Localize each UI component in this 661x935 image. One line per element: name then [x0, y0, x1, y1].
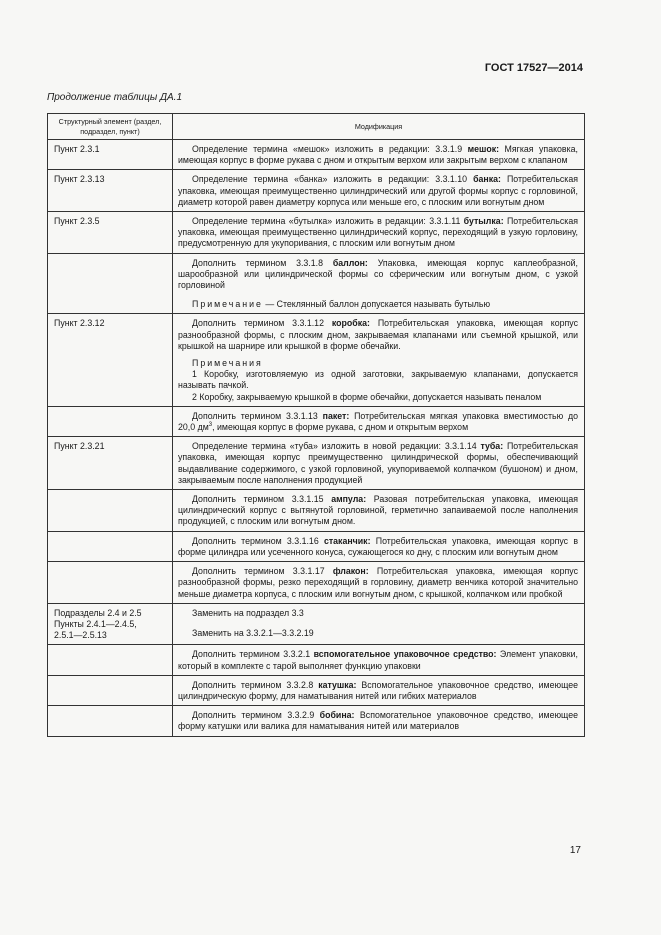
- modification-text: Дополнить термином 3.3.1.15 ампула: Разовая потребительская упаковка, имеющая цилиндрический корпус с вытянутой горловиной, герметично запаиваемой после наполнения продукцией, с плоским или вогнутым дном.: [178, 494, 579, 527]
- table-row: [48, 645, 585, 675]
- modification-cell: [173, 675, 585, 705]
- term: стаканчик:: [323, 535, 371, 546]
- modification-cell: [173, 406, 585, 436]
- table-header-row: [48, 114, 585, 140]
- modification-cell: [173, 140, 585, 170]
- term: бобина:: [319, 710, 355, 721]
- modification-cell: [173, 531, 585, 561]
- structural-element-cell: Подразделы 2.4 и 2.5 Пункты 2.4.1—2.4.5, 2.5.1—2.5.13: [48, 603, 173, 645]
- modification-cell: [173, 212, 585, 254]
- modification-text: Дополнить термином 3.3.2.1 вспомогательное упаковочное средство: Элемент упаковки, который в комплекте с тарой выполняет функцию упаковки: [178, 649, 579, 671]
- table-row: [48, 406, 585, 436]
- term: бутылка:: [463, 216, 504, 227]
- modification-text: Дополнить термином 3.3.2.9 бобина: Вспомогательное упаковочное средство, имеющее форму катушки или валика для наматывания нитей или материалов: [178, 710, 578, 732]
- structural-element-cell: [48, 406, 173, 436]
- table-row: [48, 675, 585, 705]
- structural-element-cell: [48, 675, 173, 705]
- modification-cell: [173, 645, 585, 675]
- modification-text: Определение термина «бутылка» изложить в редакции: 3.3.1.11 бутылка: Потребительская упаковка, имеющая преимущественно цилиндрический корпус, переходящий в узкую горловину, предусмотренную для укупоривания, с плоским или вогнутым дном: [178, 216, 578, 249]
- modification-text: Дополнить термином 3.3.1.13 пакет: Потребительская мягкая упаковка вместимостью до 20,0 $дм^3$, имеющая корпус в форме рукава, с дном и открытым верхом: [178, 410, 579, 433]
- structural-element-cell: [48, 706, 173, 736]
- table-row: [48, 490, 585, 532]
- modification-text: Дополнить термином 3.3.1.12 коробка: Потребительская упаковка, имеющая корпус разнообразной формы, с плоским дном, закрываемая клапанами или съемной крышкой, или крышкой на шарнире или крышкой в форме обечайки.: [178, 318, 578, 351]
- table-row: [48, 170, 585, 212]
- term: банка:: [473, 174, 501, 185]
- modification-cell: [173, 562, 585, 604]
- modification-cell: [173, 706, 585, 736]
- modification-text: Дополнить термином 3.3.1.16 стаканчик: Потребительская упаковка, имеющая корпус в форме цилиндра или усеченного конуса, сужающегося ко дну, с плоским или вогнутым дном: [178, 535, 578, 557]
- modification-text: Заменить на 3.3.2.1—3.3.2.19: [192, 627, 314, 638]
- modification-cell: [173, 314, 585, 406]
- column-header-element: Структурный элемент (раздел, подраздел, пункт): [48, 114, 173, 140]
- term: вспомогательное упаковочное средство:: [313, 649, 497, 660]
- modification-cell: [173, 170, 585, 212]
- term: мешок:: [467, 144, 500, 154]
- structural-element-cell: [48, 253, 173, 314]
- structural-element-cell: [48, 645, 173, 675]
- modification-text: Дополнить термином 3.3.2.8 катушка: Вспомогательное упаковочное средство, имеющее цилиндрическую форму, для наматывания нитей или гибких материалов: [178, 679, 578, 701]
- term: пакет:: [322, 410, 350, 421]
- table-row: [48, 603, 585, 645]
- term: флакон:: [332, 566, 369, 577]
- table-row: [48, 706, 585, 736]
- modification-table: [47, 113, 585, 737]
- standard-number: ГОСТ 17527—2014: [484, 62, 583, 74]
- term: ампула:: [331, 494, 367, 505]
- structural-element-cell: [48, 490, 173, 532]
- table-row: [48, 437, 585, 490]
- note: Примечание — Стеклянный баллон допускается называть бутылью: [192, 299, 491, 310]
- column-header-modification: Модификация: [173, 114, 585, 140]
- table-row: [48, 140, 585, 170]
- term: катушка:: [318, 679, 357, 690]
- term: туба:: [480, 441, 504, 452]
- modification-text: Заменить на подраздел 3.3: [192, 607, 304, 618]
- structural-element-cell: Пункт 2.3.5: [48, 212, 173, 254]
- modification-text: Определение термина «мешок» изложить в редакции: 3.3.1.9 мешок: Мягкая упаковка, имеющая корпус в форме рукава с дном и открытым верхом или закрытым верхом с клапаном: [178, 144, 578, 166]
- note-label: Примечание: [192, 299, 263, 310]
- term: баллон:: [332, 257, 368, 268]
- structural-element-cell: Пункт 2.3.21: [48, 437, 173, 490]
- term: коробка:: [331, 318, 370, 329]
- structural-element-cell: Пункт 2.3.1: [48, 140, 173, 170]
- modification-text: Определение термина «банка» изложить в редакции: 3.3.1.10 банка: Потребительская упаковка, имеющая преимущественно цилиндрический или другой формы корпус с горловиной, диаметр которой равен диаметру корпуса или меньше его, с плоским или вогнутым дном: [178, 174, 578, 207]
- structural-element-cell: Пункт 2.3.12: [48, 314, 173, 406]
- modification-cell: [173, 603, 585, 645]
- table-row: [48, 212, 585, 254]
- table-row: [48, 531, 585, 561]
- table-row: [48, 314, 585, 406]
- modification-text: Дополнить термином 3.3.1.8 баллон: Упаковка, имеющая корпус каплеобразной, шарообразной или цилиндрической формы со сферическим или вогнутым дном, с узкой горловиной: [178, 257, 578, 291]
- page-number: 17: [569, 845, 581, 856]
- structural-element-cell: Пункт 2.3.13: [48, 170, 173, 212]
- table-caption: Продолжение таблицы ДА.1: [47, 92, 183, 103]
- modification-text: Определение термина «туба» изложить в новой редакции: 3.3.1.14 туба: Потребительская упаковка, имеющая корпус преимущественно цилиндрической формы, обеспечивающий выдавливание содержимого, с узкой горловиной, укупориваемой колпачком (бушоном) и дном, закрываемым после наполнения продукцией: [178, 441, 578, 485]
- note: 2 Коробку, закрываемую крышкой в форме обечайки, допускается называть пеналом: [192, 391, 542, 402]
- table-row: [48, 562, 585, 604]
- modification-cell: [173, 437, 585, 490]
- modification-cell: [173, 253, 585, 314]
- structural-element-cell: [48, 562, 173, 604]
- structural-element-cell: [48, 531, 173, 561]
- modification-text: Дополнить термином 3.3.1.17 флакон: Потребительская упаковка, имеющая корпус разнообразной формы, резко переходящий в горловину, диаметр венчика которой значительно меньше диаметра корпуса, с плоским или вогнутым дном, с крышкой, колпачком или пробкой: [178, 566, 579, 599]
- note: 1 Коробку, изготовляемую из одной заготовки, закрываемую клапанами, допускается называть пачкой.: [178, 369, 578, 391]
- modification-cell: [173, 490, 585, 532]
- notes-heading: Примечания: [192, 358, 263, 369]
- table-row: [48, 253, 585, 314]
